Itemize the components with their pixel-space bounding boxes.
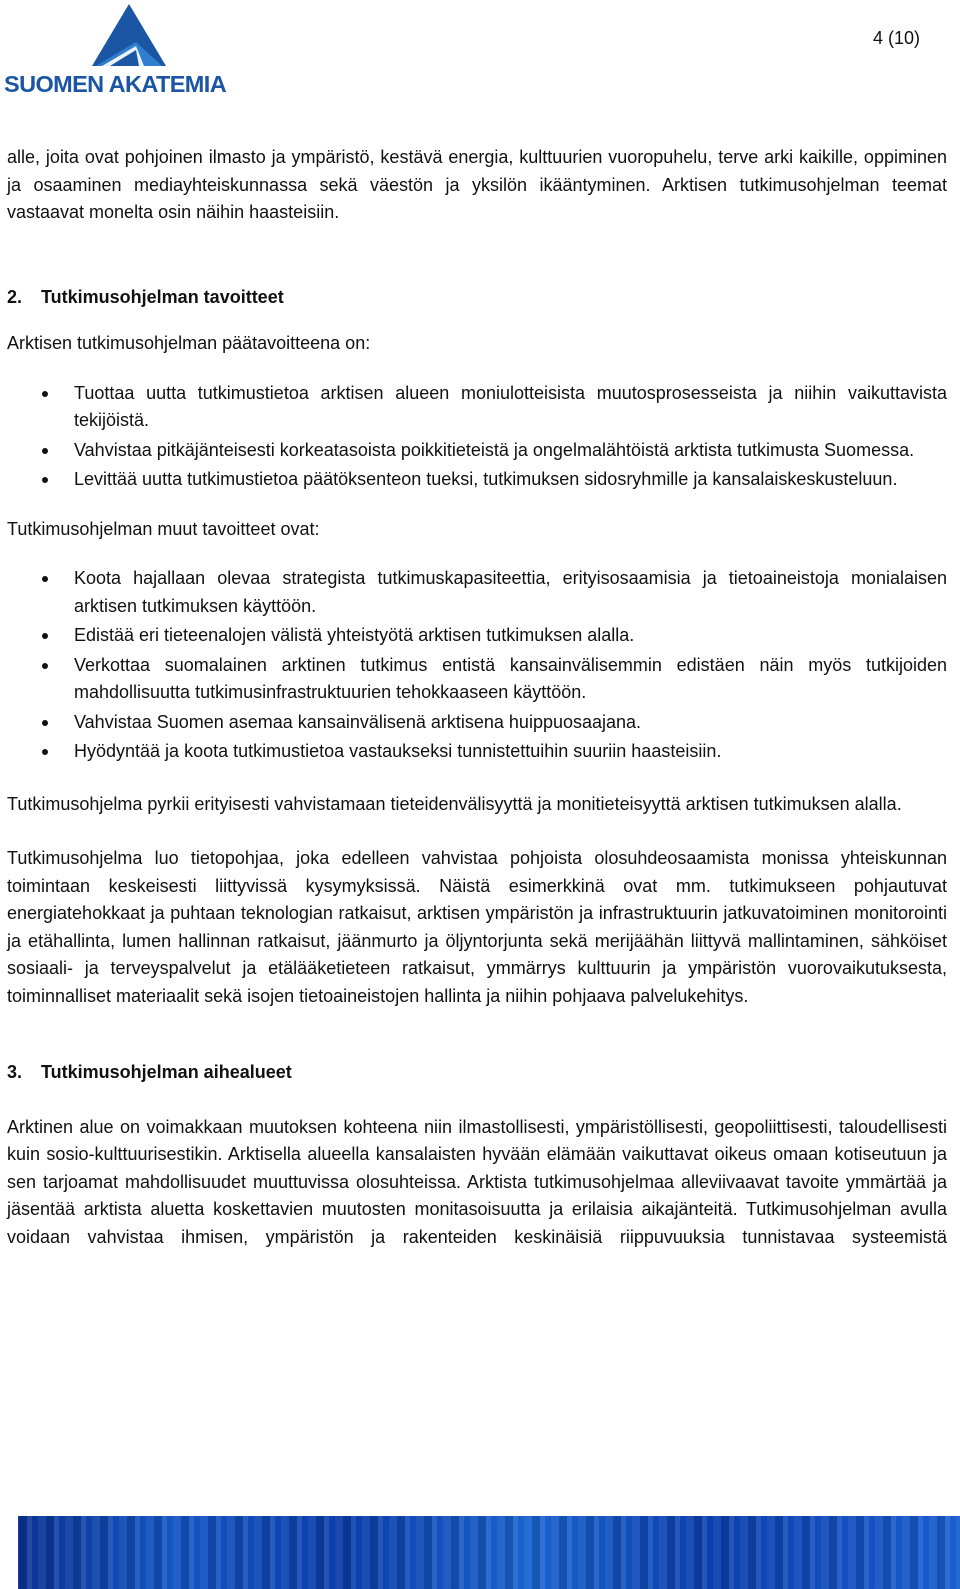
section-2-heading [7,284,947,312]
section-3-paragraph: Arktinen alue on voimakkaan muutoksen kohteena niin ilmastollisesti, ympäristöllisesti, geopoliittisesti, taloudellisesti kuin sosio-kulttuurisestikin. Arktisella alueella kansalaisten hyvään elämään vaikuttavat oikeus omaan kotiseutuun ja sen tarjoamat mahdollisuudet muuttuvissa olosuhteissa. Arktista tutkimusohjelmaa alleviivaavat tavoite ymmärtää ja jäsentää arktista aluetta koskettavien muutosten monitasoisuutta ja erilaisia aikajänteitä. Tutkimusohjelman avulla voidaan vahvistaa ihmisen, ympäristön ja rakenteiden keskinäisiä riippuvuuksia tunnistavaa systeemistä [7,1116,947,1247]
list-item: Koota hajallaan olevaa strategista tutkimuskapasiteettia, erityisosaamisia ja tietoaineistoja monialaisen arktisen tutkimuksen käyttöön. [7,565,947,620]
section-2-lead: Arktisen tutkimusohjelman päätavoitteena on: [7,333,371,353]
section-3-heading [7,1059,947,1087]
list-item: Vahvistaa pitkäjänteisesti korkeatasoista poikkitieteistä ja ongelmalähtöistä arktista tutkimusta Suomessa. [7,437,947,465]
other-goals-lead: Tutkimusohjelman muut tavoitteet ovat: [7,518,320,539]
list-item: Vahvistaa Suomen asemaa kansainvälisenä arktisena huippuosaajana. [7,709,947,737]
document-body [7,144,947,1251]
list-item: Edistää eri tieteenalojen välistä yhteistyötä arktisen tutkimuksen alalla. [7,622,947,650]
section-2-paragraph-2: Tutkimusohjelma luo tietopohjaa, joka edelleen vahvistaa pohjoista olosuhdeosaamista monissa yhteiskunnan toimintaan keskeisesti liittyvissä kysymyksissä. Näistä esimerkkinä ovat mm. tutkimukseen pohjautuvat energiatehokkaat ja puhtaan teknologian ratkaisut, arktisen ympäristön ja infrastruktuurin jatkuvatoiminen monitorointi ja etähallinta, lumen hallinnan ratkaisut, jäänmurto ja öljyntorjunta sekä merijäähän liittyvä mallintaminen, sähköiset sosiaali- ja terveyspalvelut ja etälääketieteen ratkaisut, ymmärrys kulttuurin ja ympäristön vuorovaikutuksesta, toiminnalliset materiaalit sekä isojen tietoaineistojen hallinta ja niihin pohjaava palvelukehitys. [7,848,947,1006]
section-2-paragraph-1: Tutkimusohjelma pyrkii erityisesti vahvistamaan tieteidenvälisyyttä ja monitieteisyyttä arktisen tutkimuksen alalla. [7,793,902,814]
list-item: Hyödyntää ja koota tutkimustietoa vastaukseksi tunnistettuihin suuriin haasteisiin. [7,738,947,766]
footer-bar-edge [0,1516,18,1589]
section-2-title: Tutkimusohjelman tavoitteet [41,286,284,307]
logo-text: SUOMEN AKATEMIA [4,71,227,97]
main-goals-list [7,380,947,494]
suomen-akatemia-logo [4,4,250,96]
other-goals-list [7,565,947,766]
section-2-number: 2. [7,286,23,307]
section-3-title: Tutkimusohjelman aihealueet [41,1062,292,1082]
list-item: Tuottaa uutta tutkimustietoa arktisen alueen moniulotteisista muutosprosesseista ja niihin vaikuttavista tekijöistä. [7,380,947,435]
section-3-number: 3. [7,1062,23,1082]
list-item: Levittää uutta tutkimustietoa päätöksenteon tueksi, tutkimuksen sidosryhmille ja kansalaiskeskusteluun. [7,466,947,494]
logo-triangle-icon [92,4,166,66]
intro-paragraph: alle, joita ovat pohjoinen ilmasto ja ympäristö, kestävä energia, kulttuurien vuoropuhelu, terve arki kaikille, oppiminen ja osaaminen mediayhteiskunnassa sekä väestön ja yksilön ikääntyminen. Arktisen tutkimusohjelman teemat vastaavat monelta osin näihin haasteisiin. [7,147,947,222]
footer-decorative-bar [0,1516,960,1589]
list-item: Verkottaa suomalainen arktinen tutkimus entistä kansainvälisemmin edistäen näin myös tutkijoiden mahdollisuutta tutkimusinfrastruktuurien tehokkaaseen käyttöön. [7,652,947,707]
page-number: 4 (10) [872,28,920,48]
page-header [0,0,960,110]
